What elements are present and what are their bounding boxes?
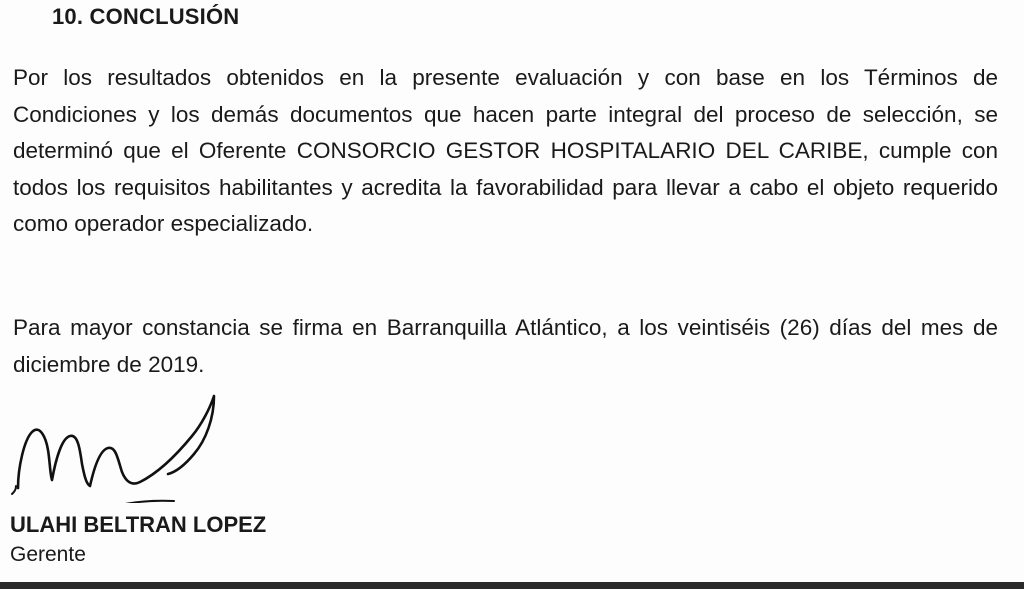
page-bottom-edge [0,582,1024,589]
section-heading: 10. CONCLUSIÓN [52,4,240,29]
signer-role: Gerente [10,543,86,566]
handwritten-signature [6,388,226,503]
signer-name: ULAHI BELTRAN LOPEZ [10,512,267,537]
signing-statement-paragraph: Para mayor constancia se firma en Barranquilla Atlántico, a los veintiséis (26) días del mes de diciembre de 2019. [13,315,998,377]
conclusion-paragraph: Por los resultados obtenidos en la presente evaluación y con base en los Términos de Condiciones y los demás documentos que hacen parte integral del proceso de selección, se determinó que el Oferente CONSORCIO GESTOR HOSPITALARIO DEL CARIBE, cumple con todos los requisitos habilitantes y acredita la favorabilidad para llevar a cabo el objeto requerido como operador especializado. [13,65,998,236]
